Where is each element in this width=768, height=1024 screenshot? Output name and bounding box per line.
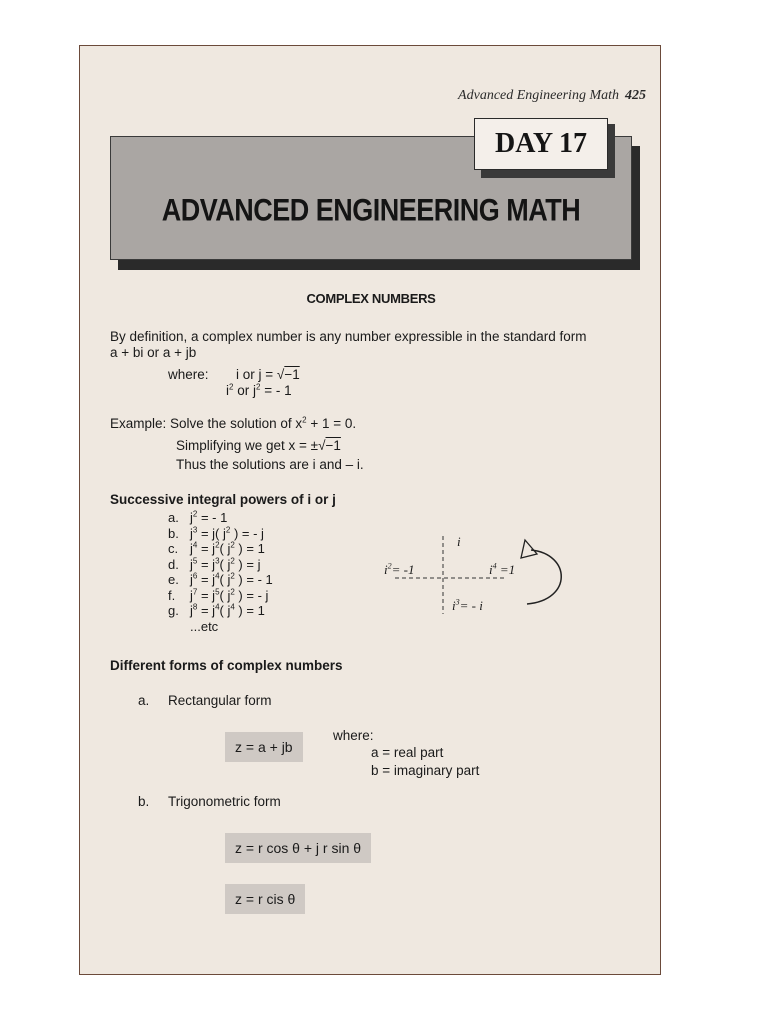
powers-heading: Successive integral powers of i or j — [110, 492, 336, 507]
diagram-top-label: i — [457, 534, 461, 549]
diagram-bottom-label: $i^3= - i$ — [452, 597, 483, 613]
rotation-arrow-icon — [527, 550, 561, 604]
rectangular-formula: z = a + jb — [225, 732, 303, 762]
where-line-2-value: = - 1 — [264, 383, 292, 398]
form-b-title: Trigonometric form — [168, 794, 281, 809]
where-line-1-radicand: −1 — [284, 367, 300, 382]
diagram-right-label: $i^4 =1$ — [489, 561, 516, 577]
arrow-head-icon — [521, 540, 537, 558]
forms-heading: Different forms of complex numbers — [110, 658, 343, 673]
diagram-left-label: $i^2= -1$ — [384, 561, 415, 577]
power-row-label: f. — [168, 587, 176, 603]
power-row — [168, 603, 273, 619]
power-row — [168, 557, 273, 573]
document-page — [79, 45, 661, 975]
form-a-label: a. — [138, 693, 150, 708]
power-row-expression: $j^8 = j^4$( $j^4$ ) = 1 — [190, 602, 265, 618]
example-line-1: Example: Solve the solution of $x^2 + 1 = 0$. — [110, 415, 357, 431]
form-b-label: b. — [138, 794, 150, 809]
diagram-left-value: = -1 — [391, 562, 415, 577]
form-a-title: Rectangular form — [168, 693, 272, 708]
power-row-expression: $j^5 = j^3$( $j^2$ ) = j — [190, 556, 261, 572]
example-line-2-radicand: −1 — [325, 438, 341, 453]
running-header — [458, 88, 646, 104]
example-line-2-prefix: Simplifying we get x = ± — [176, 438, 319, 453]
chapter-title: ADVANCED ENGINEERING MATH — [161, 192, 581, 228]
section-title: COMPLEX NUMBERS — [306, 291, 436, 306]
diagram-bottom-value: = - i — [459, 598, 483, 613]
power-row-label: a. — [168, 510, 179, 525]
power-row — [168, 526, 273, 542]
powers-list — [168, 510, 273, 634]
example-line-1-prefix: Example: Solve the solution of x — [110, 416, 303, 431]
diagram-left-base: i — [384, 562, 388, 577]
power-row — [168, 572, 273, 588]
form-a-where: where: — [333, 728, 374, 743]
power-row-label: d. — [168, 556, 179, 572]
form-a-where-2: b = imaginary part — [371, 763, 480, 778]
page-number: 425 — [625, 88, 646, 103]
power-row-label: c. — [168, 541, 179, 556]
power-row-expression: $j^3 = j$( $j^2$ ) = - j — [190, 525, 264, 541]
day-label: DAY 17 — [474, 118, 608, 170]
power-row — [168, 541, 273, 557]
trig-formula-2: z = r cis θ — [225, 884, 305, 914]
example-line-3: Thus the solutions are i and – i. — [176, 457, 364, 472]
definition-line-2: a + bi or a + jb — [110, 345, 197, 360]
form-a-where-1: a = real part — [371, 745, 444, 760]
diagram-bottom-base: i — [452, 598, 456, 613]
powers-etc: ...etc — [190, 618, 219, 634]
power-row-expression: $j^6 = j^4$( $j^2$ ) = - 1 — [190, 571, 273, 587]
where-line-1: i or j = √−1 — [236, 367, 300, 382]
diagram-right-base: i — [489, 562, 493, 577]
power-row-expression: $j^7 = j^5$( $j^2$ ) = - j — [190, 587, 269, 603]
example-line-1-suffix: + 1 = 0. — [306, 416, 357, 431]
power-row — [168, 588, 273, 604]
power-row — [168, 510, 273, 526]
diagram-right-value: =1 — [499, 562, 516, 577]
power-row-expression: $j^4 = j^2$( $j^2$ ) = 1 — [190, 540, 265, 556]
definition-line-1: By definition, a complex number is any number expressible in the standard form — [110, 329, 587, 344]
running-title: Advanced Engineering Math — [458, 88, 619, 103]
power-row-label: b. — [168, 525, 179, 541]
power-row-label: e. — [168, 572, 179, 587]
power-row-expression: $j^2$ = - 1 — [190, 509, 228, 525]
example-line-2: Simplifying we get x = ±√−1 — [176, 438, 341, 453]
where-line-1-prefix: i or j = — [236, 367, 277, 382]
where-label: where: — [168, 367, 209, 382]
power-row-label: g. — [168, 603, 179, 618]
where-line-2: $i^2$ or $j^2$ = - 1 — [226, 382, 292, 398]
trig-formula-1: z = r cos θ + j r sin θ — [225, 833, 371, 863]
